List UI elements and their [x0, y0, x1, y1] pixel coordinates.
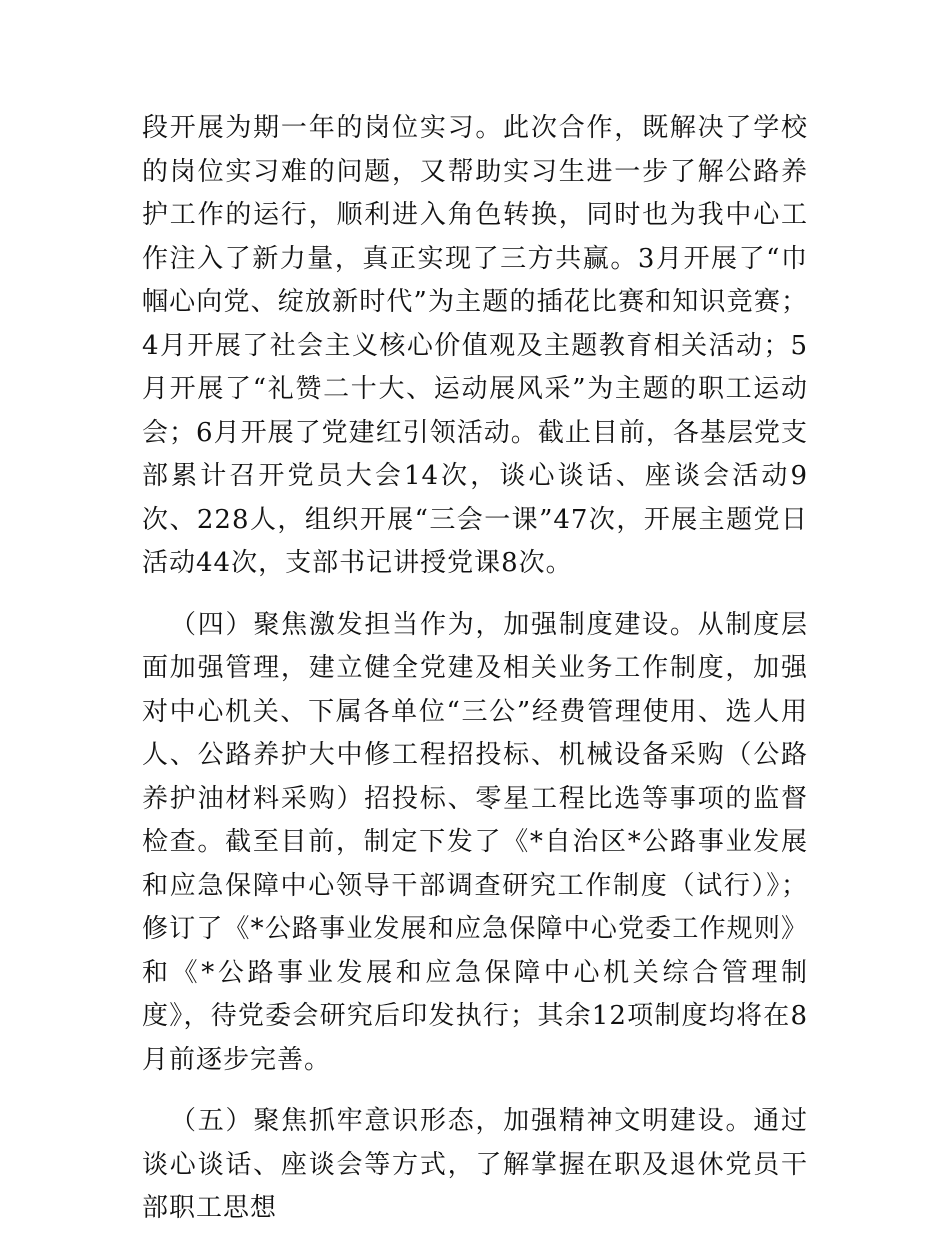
paragraph-ideology-civilization: （五）聚焦抓牢意识形态，加强精神文明建设。通过谈心谈话、座谈会等方式，了解掌握在职及退休党员干部职工思想: [142, 1106, 808, 1223]
document-body: [142, 107, 808, 1249]
paragraph-system-building: （四）聚焦激发担当作为，加强制度建设。从制度层面加强管理，建立健全党建及相关业务工作制度，加强对中心机关、下属各单位“三公”经费管理使用、选人用人、公路养护大中修工程招投标、机械设备采购（公路养护油材料采购）招投标、零星工程比选等事项的监督检查。截至目前，制定下发了《*自治区*公路事业发展和应急保障中心领导干部调查研究工作制度（试行）》；修订了《*公路事业发展和应急保障中心党委工作规则》和《*公路事业发展和应急保障中心机关综合管理制度》，待党委会研究后印发执行；其余12项制度均将在8月前逐步完善。: [142, 609, 808, 1075]
paragraph-internship-and-activities: 段开展为期一年的岗位实习。此次合作，既解决了学校的岗位实习难的问题，又帮助实习生进一步了解公路养护工作的运行，顺利进入角色转换，同时也为我中心工作注入了新力量，真正实现了三方共赢。3月开展了“巾帼心向党、绽放新时代”为主题的插花比赛和知识竞赛；4月开展了社会主义核心价值观及主题教育相关活动；5月开展了“礼赞二十大、运动展风采”为主题的职工运动会；6月开展了党建红引领活动。截止目前，各基层党支部累计召开党员大会14次，谈心谈话、座谈会活动9次、228人，组织开展“三会一课”47次，开展主题党日活动44次，支部书记讲授党课8次。: [142, 113, 808, 578]
